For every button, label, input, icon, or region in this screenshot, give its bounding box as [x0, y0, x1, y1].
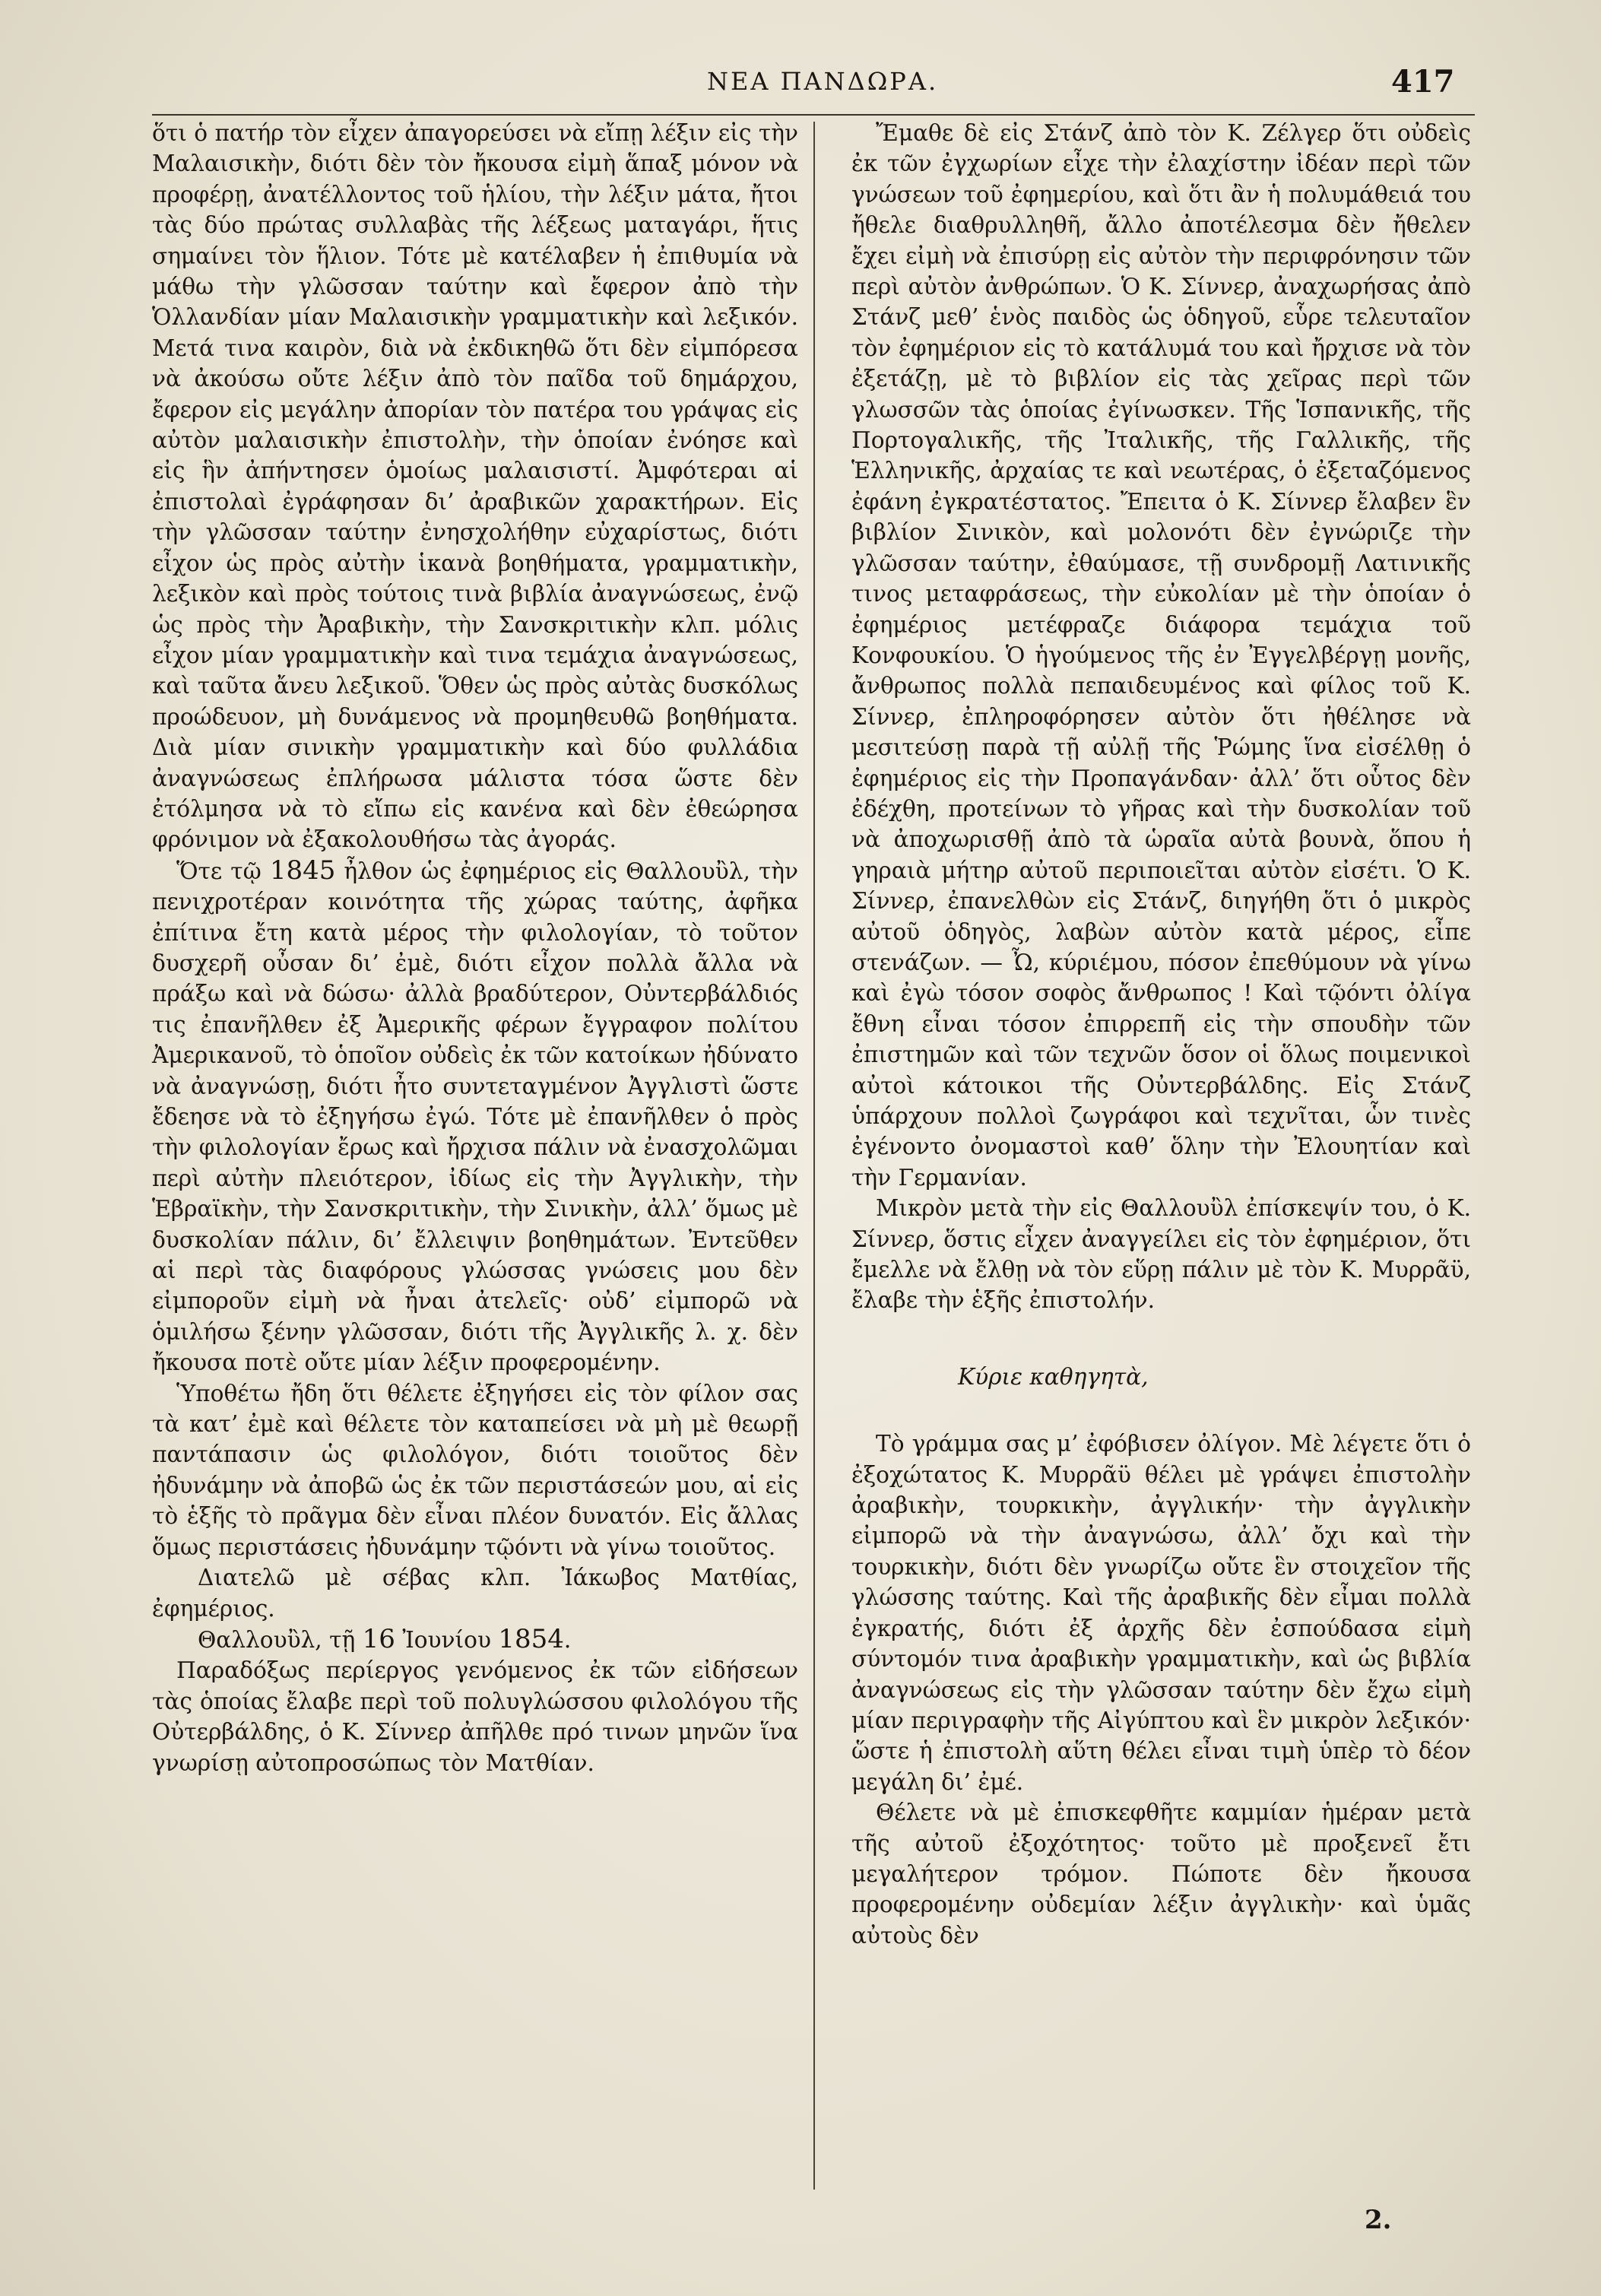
year-1845: 1845 — [269, 855, 336, 886]
left-paragraph-2-body: ἦλθον ὡς ἐφημέριος εἰς Θαλλουὒλ, τὴν πενιχροτέραν κοινότητα τῆς χώρας ταύτης, ἀφῆκα ἐπίτινα ἔτη κατὰ μέρος τὴν φιλολογίαν, τὸ τοῦτον δυσχερῆ οὖσαν δι’ ἐμὲ, διότι εἶχον πολλὰ ἄλλα νὰ πράξω καὶ νὰ δώσω· ἀλλὰ βραδύτερον, Οὐντερβάλδιός τις ἐπανῆλθεν ἐξ Ἀμερικῆς φέρων ἔγγραφον πολίτου Ἀμερικανοῦ, τὸ ὁποῖον οὐδεὶς ἐκ τῶν κατοίκων ἠδύνατο νὰ ἀναγνώσῃ, διότι ἦτο συντεταγμένον Ἀγγλιστὶ ὥστε ἔδεησε νὰ τὸ ἐξηγήσω ἐγώ. Τότε μὲ ἐπανῆλθεν ὁ πρὸς τὴν φιλολογίαν ἔρως καὶ ἤρχισα πάλιν νὰ ἐνασχολῶμαι περὶ αὐτὴν πλειότερον, ἰδίως εἰς τὴν Ἀγγλικὴν, τὴν Ἑβραϊκὴν, τὴν Σανσκριτικὴν, τὴν Σινικὴν, ἀλλ’ ὅμως μὲ δυσκολίαν πάλιν, δι’ ἔλλειψιν βοηθημάτων. Ἐντεῦθεν αἱ περὶ τὰς διαφόρους γλώσσας γνώσεις μου δὲν εἰμποροῦν εἰμὴ νὰ ἦναι ἀτελεῖς· οὐδ’ εἰμπορῶ νὰ ὁμιλήσω ξένην γλῶσσαν, διότι τῆς Ἀγγλικῆς λ. χ. δὲν ἤκουσα ποτὲ οὔτε μίαν λέξιν προφερομένην. — [152, 858, 798, 1376]
signature-mark: 2. — [1365, 2205, 1392, 2235]
letter-salutation: Κύριε καθηγητὰ, — [958, 1363, 1149, 1390]
right-paragraph-3: Τὸ γράμμα σας μ’ ἐφόβισεν ὀλίγον. Μὲ λέγετε ὅτι ὁ ἐξοχώτατος Κ. Μυρρᾶϋ θέλει μὲ γράψει ἐπιστολὴν ἀραβικὴν, τουρκικὴν, ἀγγλικήν· τὴν ἀγγλικὴν εἰμπορῶ νὰ τὴν ἀναγνώσω, ἀλλ’ ὄχι καὶ τὴν τουρκικὴν, διότι δὲν γνωρίζω οὔτε ἓν στοιχεῖον τῆς γλώσσης ταύτης. Καὶ τῆς ἀραβικῆς δὲν εἶμαι πολλὰ ἐγκρατής, διότι ἐξ ἀρχῆς δὲν ἐσπούδασα εἰμὴ σύντομόν τινα ἀραβικὴν γραμματικὴν, καὶ ὡς βιβλία ἀναγνώσεως εἰς τὴν γλῶσσαν ταύτην δὲν ἔχω εἰμὴ μίαν περιγραφὴν τῆς Αἰγύπτου καὶ ἓν μικρὸν λεξικόν· ὥστε ἡ ἐπιστολὴ αὕτη θέλει εἶναι τιμὴ ὑπὲρ τὸ δέον μεγάλη δι’ ἐμέ. — [851, 1431, 1471, 1795]
left-paragraph-2-start: Ὅτε τῷ — [176, 858, 270, 884]
left-paragraph-2 — [152, 855, 798, 1378]
left-paragraph-4: Παραδόξως περίεργος γενόμενος ἐκ τῶν εἰδήσεων τὰς ὁποίας ἔλαβε περὶ τοῦ πολυγλώσσου φιλολόγου τῆς Οὐτερβάλδης, ὁ Κ. Σίννερ ἀπῆλθε πρό τινων μηνῶν ἵνα γνωρίσῃ αὐτοπροσώπως τὸν Ματθίαν. — [152, 1657, 798, 1776]
left-paragraph-1: ὅτι ὁ πατήρ τὸν εἶχεν ἀπαγορεύσει νὰ εἴπῃ λέξιν εἰς τὴν Μαλαισικὴν, διότι δὲν τὸν ἤκουσα εἰμὴ ἅπαξ μόνον νὰ προφέρῃ, ἀνατέλλοντος τοῦ ἡλίου, τὴν λέξιν μάτα, ἤτοι τὰς δύο πρώτας συλλαβὰς τῆς λέξεως ματαγάρι, ἥτις σημαίνει τὸν ἥλιον. Τότε μὲ κατέλαβεν ἡ ἐπιθυμία νὰ μάθω τὴν γλῶσσαν ταύτην καὶ ἔφερον ἀπὸ τὴν Ὁλλανδίαν μίαν Μαλαισικὴν γραμματικὴν καὶ λεξικόν. Μετά τινα καιρὸν, διὰ νὰ ἐκδικηθῶ ὅτι δὲν εἰμπόρεσα νὰ ἀκούσω οὔτε λέξιν ἀπὸ τὸν παῖδα τοῦ δημάρχου, ἔφερον εἰς μεγάλην ἀπορίαν τὸν πατέρα του γράψας εἰς αὐτὸν μαλαισικὴν ἐπιστολὴν, τὴν ὁποίαν ἐνόησε καὶ εἰς ἣν ἀπήντησεν ὁμοίως μαλαισιστί. Ἀμφότεραι αἱ ἐπιστολαὶ ἐγράφησαν δι’ ἀραβικῶν χαρακτήρων. Εἰς τὴν γλῶσσαν ταύτην ἐνησχολήθην εὐχαρίστως, διότι εἶχον ὡς πρὸς αὐτὴν ἱκανὰ βοηθήματα, γραμματικὴν, λεξικὸν καὶ πρὸς τούτοις τινὰ βιβλία ἀναγνώσεως, ἐνῷ ὡς πρὸς τὴν Ἀραβικὴν, τὴν Σανσκριτικὴν κλπ. μόλις εἶχον μίαν γραμματικὴν καὶ τινα τεμάχια ἀναγνώσεως, καὶ ταῦτα ἄνευ λεξικοῦ. Ὅθεν ὡς πρὸς αὐτὰς δυσκόλως προώδευον, μὴ δυνάμενος νὰ προμηθευθῶ βοηθήματα. Διὰ μίαν σινικὴν γραμματικὴν καὶ δύο φυλλάδια ἀναγνώσεως ἐπλήρωσα μάλιστα τόσα ὥστε δὲν ἐτόλμησα νὰ τὸ εἴπω εἰς κανένα καὶ δὲν ἐθεώρησα φρόνιμον νὰ ἐξακολουθήσω τὰς ἀγοράς. — [152, 120, 798, 853]
left-column — [152, 118, 798, 1778]
letter-signature: Διατελῶ μὲ σέβας κλπ. Ἰάκωβος Ματθίας, ἐφημέριος. — [152, 1565, 798, 1622]
column-divider — [813, 122, 815, 2190]
dateline-place: Θαλλουὒλ, τῇ — [198, 1626, 363, 1653]
right-column — [851, 118, 1471, 1951]
header-rule — [152, 114, 1475, 116]
right-paragraph-4: Θέλετε νὰ μὲ ἐπισκεφθῆτε καμμίαν ἡμέραν μετὰ τῆς αὐτοῦ ἐξοχότητος· τοῦτο μὲ προξενεῖ ἔτι μεγαλήτερον τρόμον. Πώποτε δὲν ἤκουσα προφερομένην οὐδεμίαν λέξιν ἀγγλικὴν· καὶ ὑμᾶς αὐτοὺς δὲν — [851, 1800, 1471, 1949]
dateline-year: 1854 — [498, 1623, 564, 1654]
right-paragraph-2: Μικρὸν μετὰ τὴν εἰς Θαλλουὒλ ἐπίσκεψίν του, ὁ Κ. Σίννερ, ὅστις εἶχεν ἀναγγείλει εἰς τὸν ἐφημέριον, ὅτι ἔμελλε νὰ ἔλθῃ νὰ τὸν εὕρῃ πάλιν μὲ τὸν Κ. Μυρρᾶϋ, ἔλαβε τὴν ἑξῆς ἐπιστολήν. — [851, 1195, 1471, 1314]
dateline-month: Ἰουνίου — [395, 1626, 499, 1653]
page-number: 417 — [1391, 64, 1455, 100]
left-paragraph-3: Ὑποθέτω ἤδη ὅτι θέλετε ἐξηγήσει εἰς τὸν φίλον σας τὰ κατ’ ἐμὲ καὶ θέλετε τὸν καταπείσει νὰ μὴ μὲ θεωρῇ παντάπασιν ὡς φιλολόγον, διότι τοιοῦτος δὲν ἠδυνάμην νὰ ἀποβῶ ὡς ἐκ τῶν περιστάσεών μου, αἱ εἰς τὸ ἑξῆς τὸ πρᾶγμα δὲν εἶναι πλέον δυνατόν. Εἰς ἄλλας ὅμως περιστάσεις ἠδυνάμην τῷόντι νὰ γίνω τοιοῦτος. — [152, 1380, 798, 1560]
dateline-day: 16 — [362, 1623, 395, 1654]
page-header-title: ΝΕΑ ΠΑΝΔΩΡΑ. — [707, 67, 939, 96]
dateline-end: . — [563, 1626, 572, 1653]
letter-dateline — [152, 1624, 798, 1655]
right-paragraph-1: Ἔμαθε δὲ εἰς Στάνζ ἀπὸ τὸν Κ. Ζέλγερ ὅτι οὐδεὶς ἐκ τῶν ἐγχωρίων εἶχε τὴν ἐλαχίστην ἰδέαν περὶ τῶν γνώσεων τοῦ ἐφημερίου, καὶ ὅτι ἂν ἡ πολυμάθειά του ἤθελε διαθρυλληθῆ, ἄλλο ἀποτέλεσμα δὲν ἤθελεν ἔχει εἰμὴ νὰ ἐπισύρῃ εἰς αὐτὸν τὴν περιφρόνησιν τῶν περὶ αὐτὸν ἀνθρώπων. Ὁ Κ. Σίννερ, ἀναχωρήσας ἀπὸ Στάνζ μεθ’ ἑνὸς παιδὸς ὡς ὁδηγοῦ, εὗρε τελευταῖον τὸν ἐφημέριον εἰς τὸ κατάλυμά του καὶ ἤρχισε νὰ τὸν ἐξετάζῃ, μὲ τὸ βιβλίον εἰς τὰς χεῖρας περὶ τῶν γλωσσῶν τὰς ὁποίας ἐγίνωσκεν. Τῆς Ἱσπανικῆς, τῆς Πορτογαλικῆς, τῆς Ἰταλικῆς, τῆς Γαλλικῆς, τῆς Ἑλληνικῆς, ἀρχαίας τε καὶ νεωτέρας, ὁ ἐξεταζόμενος ἐφάνη ἐγκρατέστατος. Ἔπειτα ὁ Κ. Σίννερ ἔλαβεν ἓν βιβλίον Σινικὸν, καὶ μολονότι δὲν ἐγνώριζε τὴν γλῶσσαν ταύτην, ἐθαύμασε, τῇ συνδρομῇ Λατινικῆς τινος μεταφράσεως, τὴν εὐκολίαν μὲ τὴν ὁποίαν ὁ ἐφημέριος μετέφραζε διάφορα τεμάχια τοῦ Κονφουκίου. Ὁ ἡγούμενος τῆς ἐν Ἐγγελβέργῃ μονῆς, ἄνθρωπος πολλὰ πεπαιδευμένος καὶ φίλος τοῦ Κ. Σίννερ, ἐπληροφόρησεν αὐτὸν ὅτι ἠθέλησε νὰ μεσιτεύσῃ παρὰ τῇ αὐλῇ τῆς Ῥώμης ἵνα εἰσέλθῃ ὁ ἐφημέριος εἰς τὴν Προπαγάνδαν· ἀλλ’ ὅτι οὗτος δὲν ἐδέχθη, προτείνων τὸ γῆρας καὶ τὴν δυσκολίαν τοῦ νὰ ἀποχωρισθῇ ἀπὸ τὰ ὡραῖα αὐτὰ βουνὰ, ὅπου ἡ γηραιὰ μήτηρ αὐτοῦ περιποιεῖται αὐτὸν εἰσέτι. Ὁ Κ. Σίννερ, ἐπανελθὼν εἰς Στάνζ, διηγήθη ὅτι ὁ μικρὸς αὐτοῦ ὁδηγὸς, λαβὼν αὐτὸν κατὰ μέρος, εἶπε στενάζων. — Ὦ, κύριέμου, πόσον ἐπεθύμουν νὰ γίνω καὶ ἐγὼ τόσον σοφὸς ἄνθρωπος ! Καὶ τῷόντι ὀλίγα ἔθνη εἶναι τόσον ἐπιρρεπῆ εἰς τὴν σπουδὴν τῶν ἐπιστημῶν καὶ τῶν τεχνῶν ὅσον οἱ ὅλως ποιμενικοὶ αὐτοὶ κάτοικοι τῆς Οὐντερβάλδης. Εἰς Στάνζ ὑπάρχουν πολλοὶ ζωγράφοι καὶ τεχνῖται, ὧν τινὲς ἐγένοντο ὀνομαστοὶ καθ’ ὅλην τὴν Ἐλουητίαν καὶ τὴν Γερμανίαν. — [851, 120, 1471, 1191]
